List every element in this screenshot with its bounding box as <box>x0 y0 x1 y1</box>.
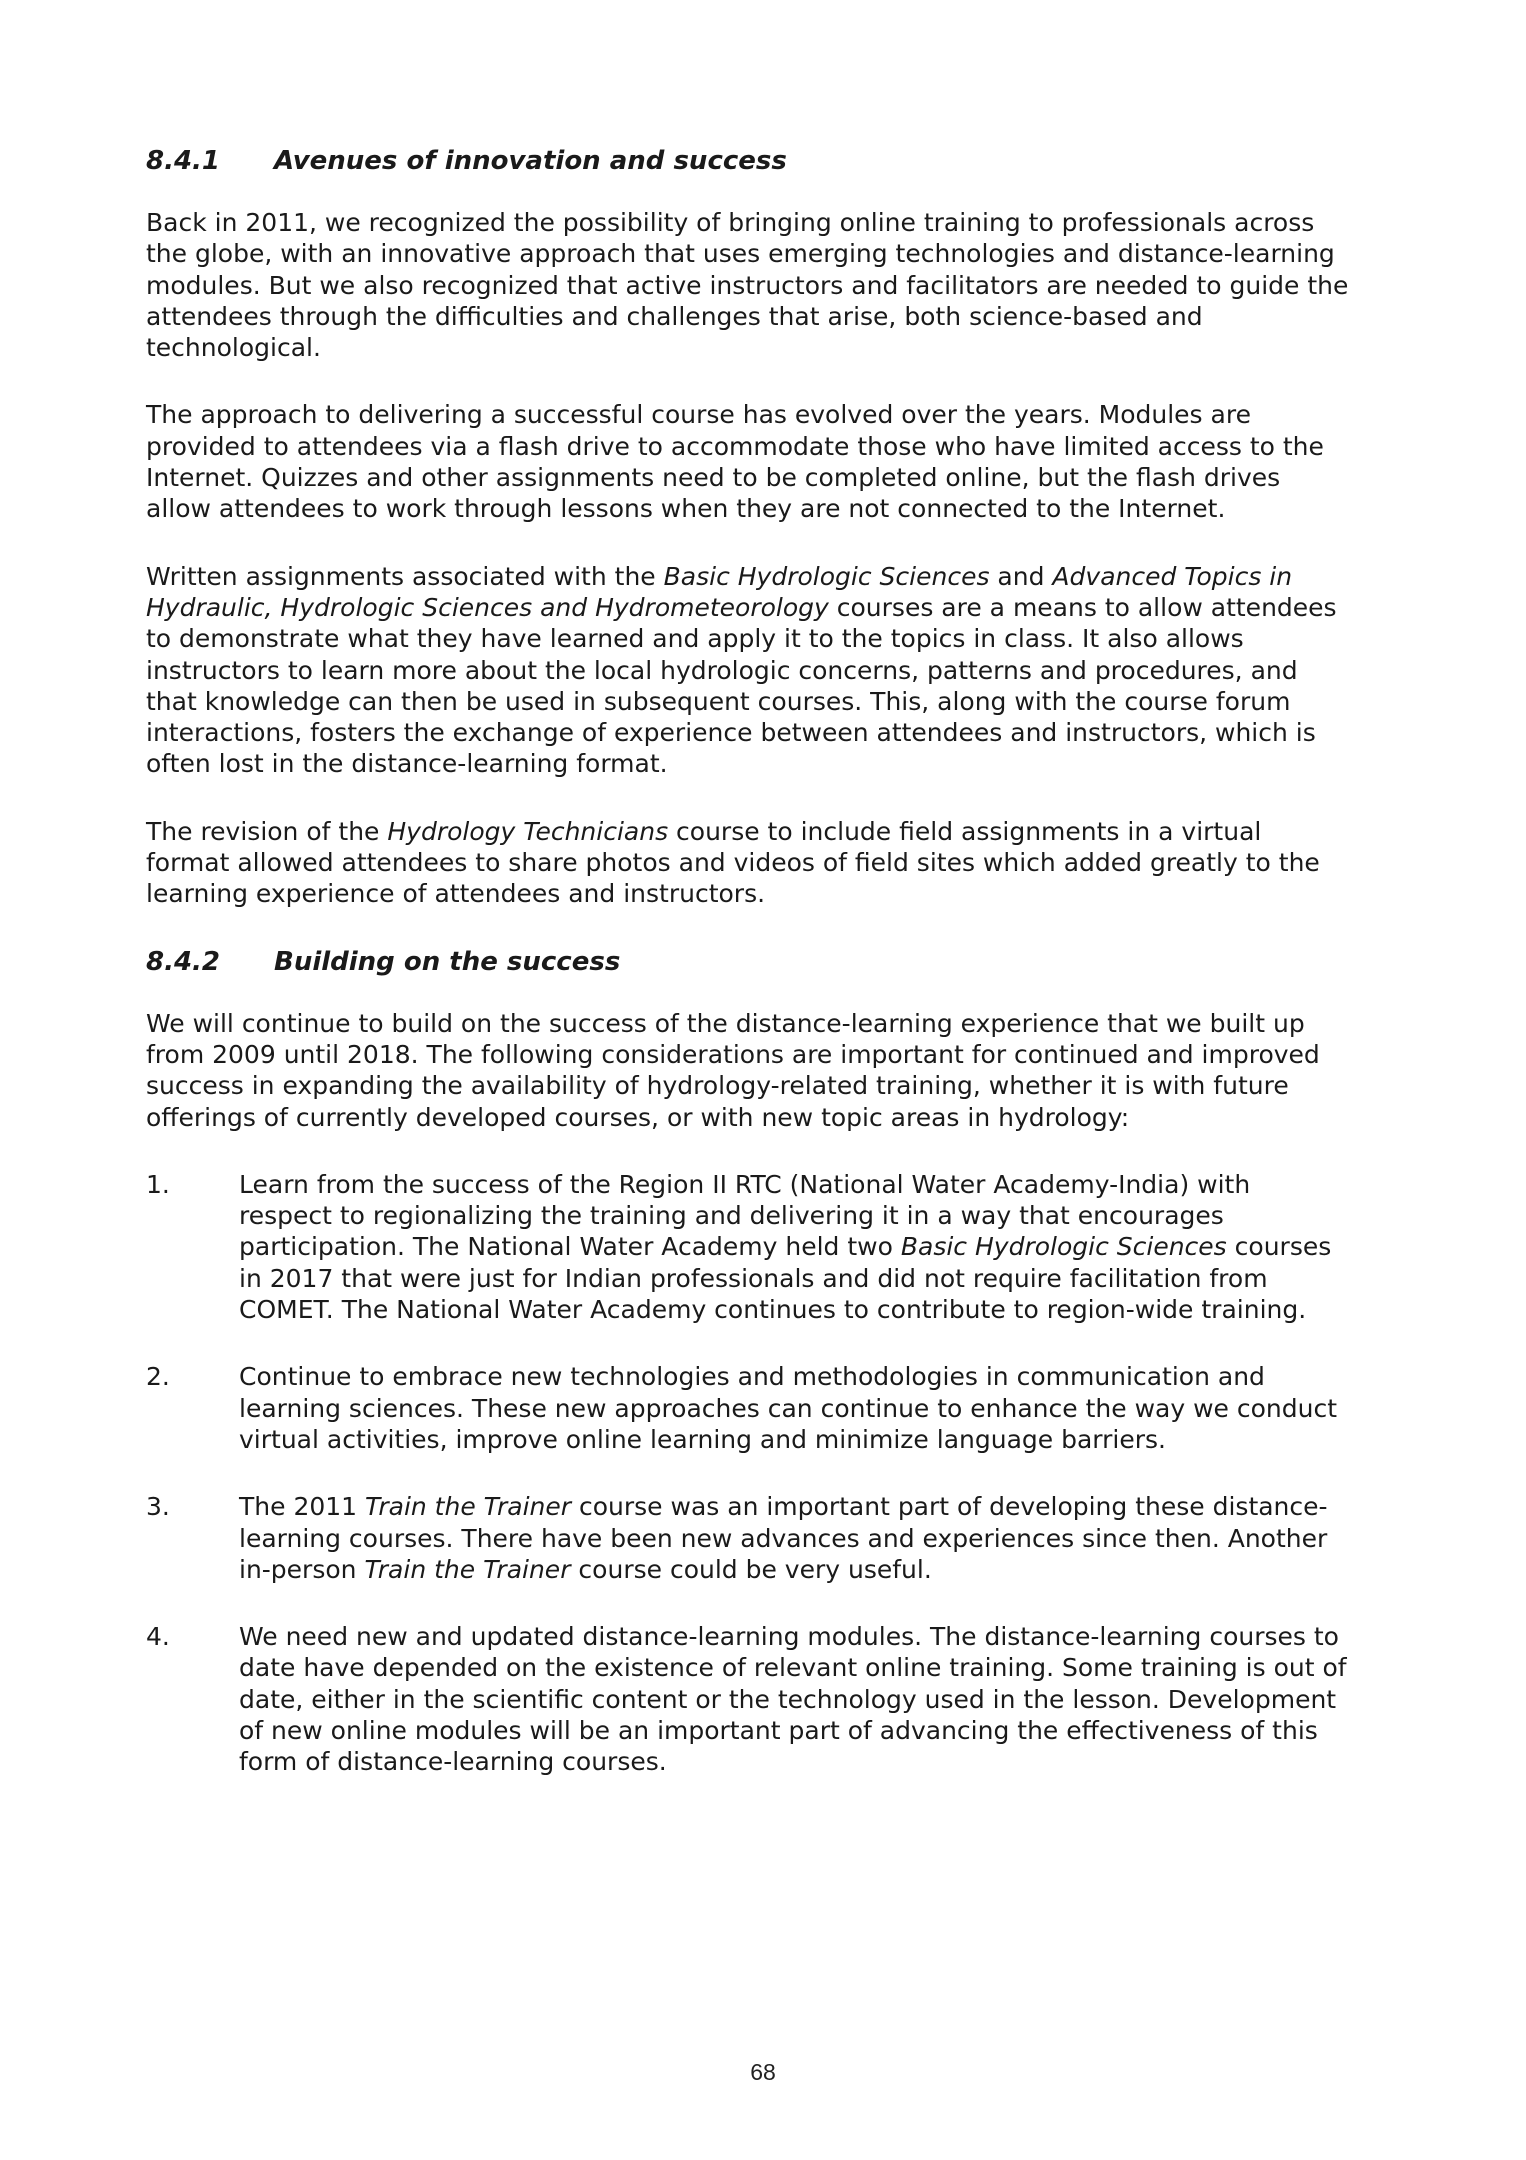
text-run: course was an important part of developing these distance- learning courses. There have been new advances and experiences since then. Another in-person <box>239 1492 1328 1584</box>
list-number: 4. <box>146 1622 170 1652</box>
text-run: courses in 2017 that were just for Indian professionals and did not require facilitation from COMET. The National Water Academy continues to contribute to region-wide training. <box>239 1232 1332 1325</box>
italic-course-title: Train the Trainer <box>365 1492 572 1522</box>
section-title: Building on the success <box>274 946 621 977</box>
text-run: and <box>989 561 1053 591</box>
paragraph: We will continue to build on the success of the distance-learning experience that we built up from 2009 until 2018. The following considerations are important for continued and improved success in expanding the availability of hydrology-related training, whether it is with future offerings of currently developed courses, or with new topic areas in hydrology: <box>146 1008 1320 1132</box>
list-text <box>239 1491 1406 1585</box>
list-item <box>146 1491 1406 1585</box>
italic-course-title: Basic Hydrologic Sciences <box>900 1232 1227 1262</box>
list-item <box>146 1169 1406 1325</box>
section-number: 8.4.2 <box>146 946 221 977</box>
section-title: Avenues of innovation and success <box>274 146 787 176</box>
paragraph <box>146 816 1406 910</box>
list-item <box>146 1361 1406 1455</box>
italic-course-title: Train the Trainer <box>364 1554 571 1584</box>
paragraph: The approach to delivering a successful course has evolved over the years. Modules are provided to attendees via a flash drive to accommodate those who have limited access to the Internet. Quizzes and other assignments need to be completed online, but the flash drives allow attendees to work through lessons when they are not connected to the Internet. <box>146 400 1324 524</box>
text-run: Learn from the success of the Region II RTC (National Water Academy-India) with respect to regionalizing the training and delivering it in a way that encourages participation. The National Water Academy held two <box>239 1169 1251 1262</box>
text-run: We need new and updated distance-learning modules. The distance-learning courses to date have depended on the existence of relevant online training. Some training is out of date, either in the scientific content or the technology used in the lesson. Development of new online modules will be an important part of advancing the effectiveness of this form of distance-learning courses. <box>239 1622 1347 1777</box>
text-run: The 2011 <box>239 1492 366 1522</box>
page-number: 68 <box>750 2059 776 2085</box>
list-number: 2. <box>146 1362 170 1392</box>
list-text <box>239 1169 1406 1325</box>
text-run: course could be very useful. <box>570 1554 932 1584</box>
section-heading-8-4-2 <box>146 946 1406 978</box>
list-text <box>239 1361 1406 1455</box>
list-item <box>146 1621 1406 1777</box>
italic-course-title: Basic Hydrologic Sciences <box>663 561 990 591</box>
text-run: Continue to embrace new technologies and methodologies in communication and learning sciences. These new approaches can continue to enhance the way we conduct virtual activities, improve online learning and minimize language barriers. <box>239 1362 1337 1454</box>
paragraph <box>146 561 1406 780</box>
text-run: The revision of the <box>146 816 388 846</box>
document-page <box>146 145 1406 1814</box>
list-number: 1. <box>146 1169 170 1199</box>
section-number: 8.4.1 <box>146 146 221 176</box>
paragraph: Back in 2011, we recognized the possibility of bringing online training to professionals across the globe, with an innovative approach that uses emerging technologies and distance-learning modules. But we also recognized that active instructors and facilitators are needed to guide the attendees through the difficulties and challenges that arise, both science-based and technological. <box>146 208 1349 363</box>
list-number: 3. <box>146 1492 170 1522</box>
text-run: Written assignments associated with the <box>146 561 664 591</box>
text-run: courses are a means to allow attendees to demonstrate what they have learned and apply it to the topics in class. It also allows instructors to learn more about the local hydrologic concerns, patterns and procedures, and that knowledge can then be used in subsequent courses. This, along with the course forum interactions, fosters the exchange of experience between attendees and instructors, which is often lost in the distance-learning format. <box>146 592 1337 779</box>
list-text <box>239 1621 1406 1777</box>
italic-course-title: Advanced Topics in Hydraulic, Hydrologic Sciences and Hydrometeorology <box>146 561 1293 622</box>
section-heading-8-4-1 <box>146 145 1406 177</box>
italic-course-title: Hydrology Technicians <box>387 816 669 846</box>
text-run: course to include field assignments in a virtual format allowed attendees to share photos and videos of field sites which added greatly to the learning experience of attendees and instructors. <box>146 816 1320 909</box>
